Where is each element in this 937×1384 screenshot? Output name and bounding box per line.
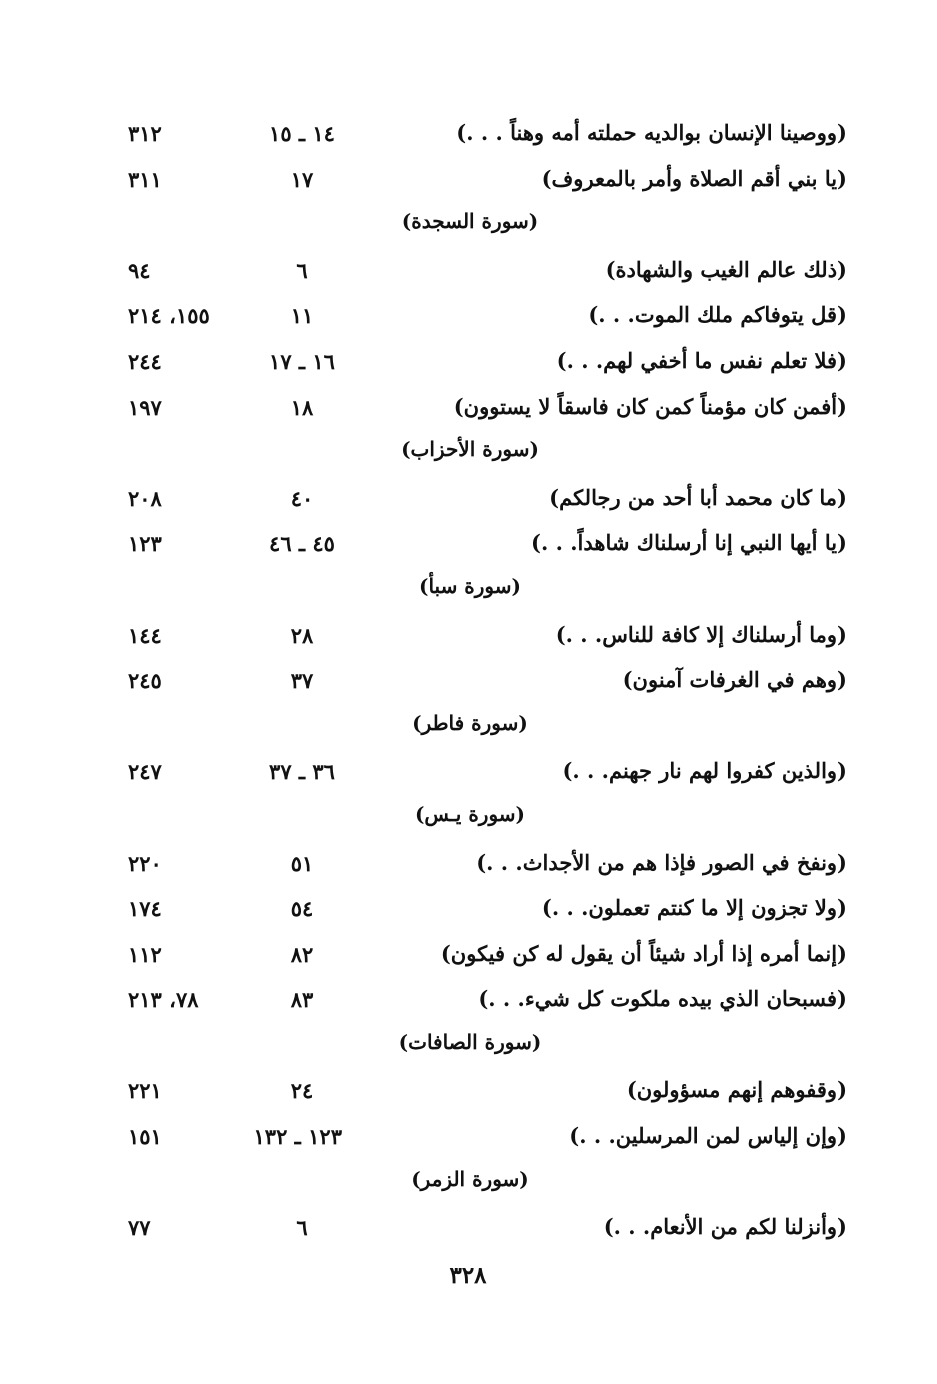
verse-row <box>0 114 937 160</box>
ayah-number: ١٤ ـ ١٥ <box>269 121 335 146</box>
surah-heading-row <box>0 1163 937 1209</box>
surah-heading: (سورة سبأ) <box>418 573 521 598</box>
ayah-number: ١٨ <box>290 394 314 420</box>
ayah-number: ٣٧ <box>290 668 314 694</box>
ayah-number: ٨٢ <box>290 941 314 967</box>
verse-row <box>0 616 937 662</box>
page-references: ١٧٤ <box>128 896 162 922</box>
surah-heading-row <box>0 570 937 616</box>
verse-index-list <box>0 114 937 1254</box>
surah-heading: (سورة يـس) <box>414 801 526 826</box>
page-references: ١٥١ <box>128 1124 162 1150</box>
ayah-number: ٣٦ ـ ٣٧ <box>269 759 335 785</box>
ayah-number: ٨٣ <box>290 987 314 1013</box>
verse-text: (قل يتوفاكم ملك الموت. . .) <box>588 302 847 328</box>
surah-heading: (سورة السجدة) <box>401 209 539 234</box>
ayah-number: ٦ <box>296 1215 308 1241</box>
page-references: ١٤٤ <box>128 622 162 648</box>
ayah-number: ١١ <box>290 303 314 329</box>
ayah-number: ١٧ <box>290 166 314 192</box>
ayah-number: ٢٤ <box>290 1078 314 1104</box>
surah-heading: (سورة فاطر) <box>412 710 528 735</box>
surah-heading-row <box>0 1026 937 1072</box>
verse-text: (فلا تعلم نفس ما أخفي لهم. . .) <box>556 347 847 373</box>
verse-row <box>0 1208 937 1254</box>
verse-row <box>0 524 937 570</box>
verse-text: (فسبحان الذي بيده ملكوت كل شيء. . .) <box>478 986 847 1012</box>
verse-row <box>0 388 937 434</box>
verse-row <box>0 661 937 707</box>
verse-row <box>0 296 937 342</box>
page-references: ٩٤ <box>128 257 151 283</box>
ayah-number: ١٢٣ ـ ١٣٢ <box>253 1124 342 1150</box>
verse-text: (يا بني أقم الصلاة وأمر بالمعروف) <box>541 165 847 191</box>
verse-text: (والذين كفروا لهم نار جهنم. . .) <box>562 758 847 784</box>
verse-text: (ما كان محمد أبا أحد من رجالكم) <box>549 484 847 510</box>
ayah-number: ٦ <box>296 257 308 283</box>
page-references: ٢٤٥ <box>128 668 162 694</box>
surah-heading-row <box>0 798 937 844</box>
verse-text: (ذلك عالم الغيب والشهادة) <box>605 256 847 282</box>
verse-text: (ووصينا الإنسان بوالديه حملته أمه وهناً . . .) <box>456 120 847 145</box>
page-references: ٢٢١ <box>128 1078 162 1104</box>
ayah-number: ٥١ <box>290 850 314 876</box>
verse-text: (وأنزلنا لكم من الأنعام. . .) <box>603 1214 847 1240</box>
verse-text: (وقفوهم إنهم مسؤولون) <box>626 1077 847 1103</box>
verse-row <box>0 752 937 798</box>
page-references: ٧٨، ٢١٣ <box>128 987 199 1013</box>
surah-heading-row <box>0 707 937 753</box>
verse-row <box>0 342 937 388</box>
verse-text: (ولا تجزون إلا ما كنتم تعملون. . .) <box>541 895 847 921</box>
page-references: ٣١١ <box>128 166 162 192</box>
ayah-number: ٢٨ <box>290 622 314 648</box>
verse-row <box>0 889 937 935</box>
surah-heading: (سورة الصافات) <box>398 1029 542 1054</box>
page-references: ١٩٧ <box>128 394 162 420</box>
page-references: ٣١٢ <box>128 121 162 146</box>
verse-row <box>0 251 937 297</box>
verse-row <box>0 479 937 525</box>
page-references: ١١٢ <box>128 941 162 967</box>
surah-heading: (سورة الزمر) <box>411 1166 529 1191</box>
verse-text: (أفمن كان مؤمناً كمن كان فاسقاً لا يستوون) <box>453 393 847 419</box>
ayah-number: ١٦ ـ ١٧ <box>269 348 335 374</box>
page-references: ٢٠٨ <box>128 485 162 511</box>
verse-text: (وإن إلياس لمن المرسلين. . .) <box>569 1123 847 1149</box>
verse-text: (إنما أمره إذا أراد شيئاً أن يقول له كن فيكون) <box>440 940 847 966</box>
verse-row <box>0 1117 937 1163</box>
surah-heading-row <box>0 205 937 251</box>
verse-row <box>0 1071 937 1117</box>
verse-text: (وهم في الغرفات آمنون) <box>622 667 847 693</box>
verse-row <box>0 844 937 890</box>
verse-row <box>0 160 937 206</box>
page-references: ٧٧ <box>128 1215 151 1241</box>
page-references: ٢٤٧ <box>128 759 162 785</box>
page-references: ٢٤٤ <box>128 348 162 374</box>
verse-text: (يا أيها النبي إنا أرسلناك شاهداً. . .) <box>531 530 847 556</box>
verse-text: (وما أرسلناك إلا كافة للناس. . .) <box>555 621 847 647</box>
ayah-number: ٤٠ <box>290 485 314 511</box>
verse-text: (ونفخ في الصور فإذا هم من الأجداث. . .) <box>476 849 847 875</box>
ayah-number: ٤٥ ـ ٤٦ <box>269 531 335 557</box>
surah-heading-row <box>0 433 937 479</box>
page-references: ٢٢٠ <box>128 850 162 876</box>
page-number: ٣٢٨ <box>449 1262 487 1289</box>
page-references: ١٥٥، ٢١٤ <box>128 303 210 329</box>
surah-heading: (سورة الأحزاب) <box>401 437 539 462</box>
page-references: ١٢٣ <box>128 531 162 557</box>
verse-row <box>0 980 937 1026</box>
ayah-number: ٥٤ <box>290 896 314 922</box>
verse-row <box>0 935 937 981</box>
